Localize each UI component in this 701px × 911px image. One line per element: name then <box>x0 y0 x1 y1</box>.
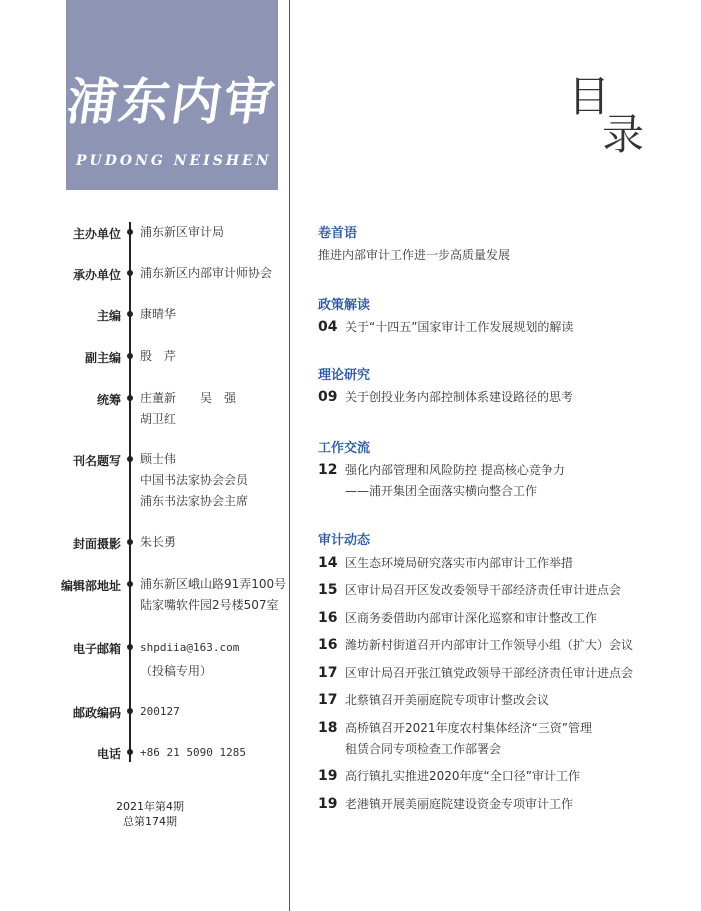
info-label: 封面摄影 <box>72 537 121 551</box>
toc-entry-title: 高桥镇召开2021年度农村集体经济“三资”管理 租赁合同专项检查工作部署会 <box>345 721 592 756</box>
toc-page-number: 18 <box>318 720 338 736</box>
toc-entry-title: 强化内部管理和风险防控 提高核心竞争力 ——浦开集团全面落实横向整合工作 <box>345 463 565 498</box>
toc-page-number: 16 <box>318 610 338 626</box>
info-dot <box>127 708 133 714</box>
info-value: +86 21 5090 1285 <box>140 746 246 759</box>
toc-heading-char-2: 录 <box>602 110 645 159</box>
info-dot <box>127 270 133 276</box>
toc-entry-title: 关于“十四五”国家审计工作发展规划的解读 <box>345 320 574 334</box>
info-dot <box>127 353 133 359</box>
toc-entry-title: 北蔡镇召开美丽庭院专项审计整改会议 <box>345 693 550 707</box>
issue-line: 2021年第4期 <box>116 800 184 813</box>
info-label: 编辑部地址 <box>60 579 121 593</box>
toc-page-number: 15 <box>318 582 338 598</box>
info-label: 主办单位 <box>72 227 121 241</box>
info-label: 统筹 <box>96 393 121 407</box>
info-label: 主编 <box>96 309 121 323</box>
masthead-banner <box>63 0 280 190</box>
info-value: shpdiia@163.com （投稿专用） <box>140 641 240 678</box>
info-value: 浦东新区审计局 <box>140 225 225 239</box>
section-title: 卷首语 <box>318 226 358 241</box>
info-label: 刊名题写 <box>72 454 121 468</box>
info-dot <box>127 395 133 401</box>
info-value: 殷 芹 <box>140 349 177 363</box>
toc-entry-title: 高行镇扎实推进2020年度“全口径”审计工作 <box>345 769 580 783</box>
info-dot <box>127 311 133 317</box>
info-label: 电子邮箱 <box>72 642 121 656</box>
toc-entry-title: 区商务委借助内部审计深化巡察和审计整改工作 <box>345 611 598 625</box>
info-dot <box>127 539 133 545</box>
column-divider <box>289 0 290 911</box>
info-dot <box>127 644 133 650</box>
toc-page-number: 17 <box>318 665 338 681</box>
toc-heading-char-1: 目 <box>568 72 611 121</box>
info-label: 副主编 <box>84 351 121 365</box>
info-label: 承办单位 <box>72 268 121 282</box>
toc-entry-title: 推进内部审计工作进一步高质量发展 <box>318 248 511 262</box>
info-dot <box>127 581 133 587</box>
info-label: 邮政编码 <box>72 706 121 720</box>
section-title: 审计动态 <box>318 533 371 548</box>
info-value: 200127 <box>140 705 180 718</box>
info-value: 康晴华 <box>140 307 177 321</box>
toc-entry-title: 关于创投业务内部控制体系建设路径的思考 <box>345 390 574 404</box>
toc-entry-title: 区审计局召开张江镇党政领导干部经济责任审计进点会 <box>345 666 634 680</box>
info-value: 朱长勇 <box>140 535 177 549</box>
section-title: 政策解读 <box>318 298 371 313</box>
info-dot <box>127 749 133 755</box>
info-value: 庄董新 吴 强 胡卫红 <box>140 391 237 426</box>
toc-entry-title: 潍坊新村街道召开内部审计工作领导小组（扩大）会议 <box>345 638 634 652</box>
issue-number <box>100 799 200 829</box>
toc-page-number: 09 <box>318 389 338 405</box>
info-value: 浦东新区内部审计师协会 <box>140 266 273 280</box>
toc-page-number: 04 <box>318 319 338 335</box>
section-title: 理论研究 <box>318 368 371 383</box>
toc-page-number: 17 <box>318 692 338 708</box>
info-dot <box>127 229 133 235</box>
masthead-subtitle: PUDONG NEISHEN <box>76 153 272 169</box>
info-timeline-rule <box>129 222 131 762</box>
issue-total-line: 总第174期 <box>123 815 177 828</box>
toc-page-number: 16 <box>318 637 338 653</box>
info-value: 浦东新区峨山路91弄100号 陆家嘴软件园2号楼507室 <box>140 577 287 612</box>
info-label: 电话 <box>96 747 121 761</box>
toc-page-number: 12 <box>318 462 338 478</box>
toc-page-number: 14 <box>318 555 338 571</box>
masthead-title: 浦东内审 <box>63 72 280 131</box>
toc-entry-title: 老港镇开展美丽庭院建设资金专项审计工作 <box>345 797 574 811</box>
toc-page-number: 19 <box>318 768 338 784</box>
section-title: 工作交流 <box>318 441 371 456</box>
info-value: 顾士伟 中国书法家协会会员 浦东书法家协会主席 <box>140 452 249 508</box>
toc-entry-title: 区生态环境局研究落实市内部审计工作举措 <box>345 556 574 570</box>
toc-entry-title: 区审计局召开区发改委领导干部经济责任审计进点会 <box>345 583 622 597</box>
toc-page-number: 19 <box>318 796 338 812</box>
info-dot <box>127 456 133 462</box>
